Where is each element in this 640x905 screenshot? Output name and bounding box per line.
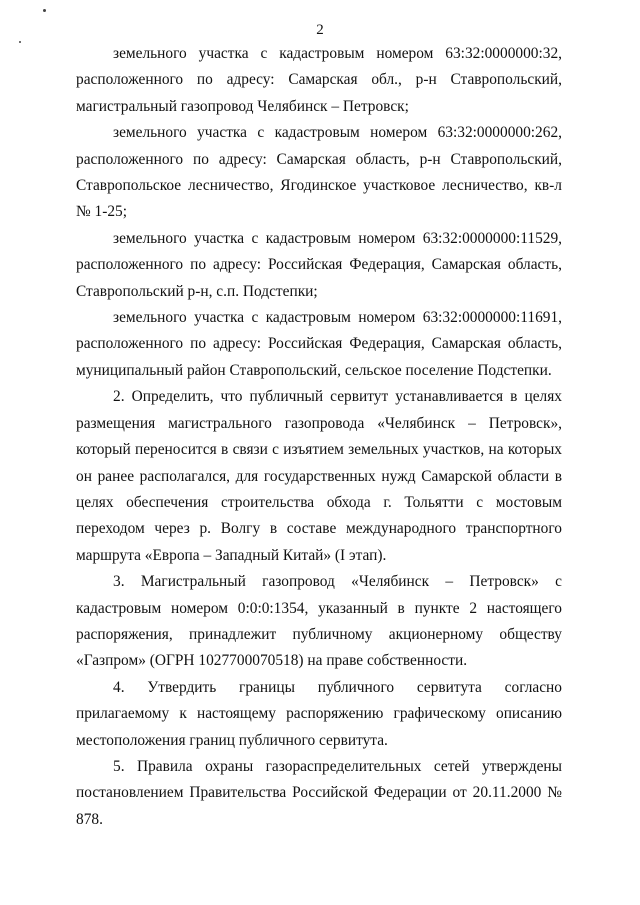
- paragraph-item-5: 5. Правила охраны газораспределительных сетей утверждены постановлением Правительства Российской Федерации от 20.11.2000 № 878.: [76, 757, 562, 828]
- paragraph-item-4: 4. Утвердить границы публичного сервитута согласно прилагаемому к настоящему распоряжению графическому описанию местоположения границ публичного сервитута.: [76, 678, 562, 749]
- document-body: [76, 41, 562, 833]
- scan-speck: [43, 9, 46, 12]
- paragraph-item-2: 2. Определить, что публичный сервитут устанавливается в целях размещения магистрального газопровода «Челябинск – Петровск», который переносится в связи с изъятием земельных участков, на которых он ранее располагался, для государственных нужд Самарской области в целях обеспечения строительства обхода г. Тольятти с мостовым переходом через р. Волгу в составе международного транспортного маршрута «Европа – Западный Китай» (I этап).: [76, 388, 562, 564]
- paragraph-item-3: 3. Магистральный газопровод «Челябинск – Петровск» с кадастровым номером 0:0:0:1354, указанный в пункте 2 настоящего распоряжения, принадлежит публичному акционерному обществу «Газпром» (ОГРН 1027700070518) на праве собственности.: [76, 573, 562, 670]
- scan-speck: [19, 41, 21, 43]
- paragraph-parcel-11691: земельного участка с кадастровым номером 63:32:0000000:11691, расположенного по адресу: Российская Федерация, Самарская область, муниципальный район Ставропольский, сельское поселение Подстепки.: [76, 309, 562, 379]
- paragraph-parcel-32: земельного участка с кадастровым номером 63:32:0000000:32, расположенного по адресу: Самарская обл., р-н Ставропольский, магистральный газопровод Челябинск – Петровск;: [76, 45, 562, 115]
- page-number: 2: [316, 22, 324, 38]
- paragraph-parcel-11529: земельного участка с кадастровым номером 63:32:0000000:11529, расположенного по адресу: Российская Федерация, Самарская область, Ставропольский р-н, с.п. Подстепки;: [76, 229, 562, 300]
- paragraph-parcel-262: земельного участка с кадастровым номером 63:32:0000000:262, расположенного по адресу: Самарская область, р-н Ставропольский, Ставропольское лесничество, Ягодинское участковое лесничество, кв-л № 1-25;: [76, 124, 562, 221]
